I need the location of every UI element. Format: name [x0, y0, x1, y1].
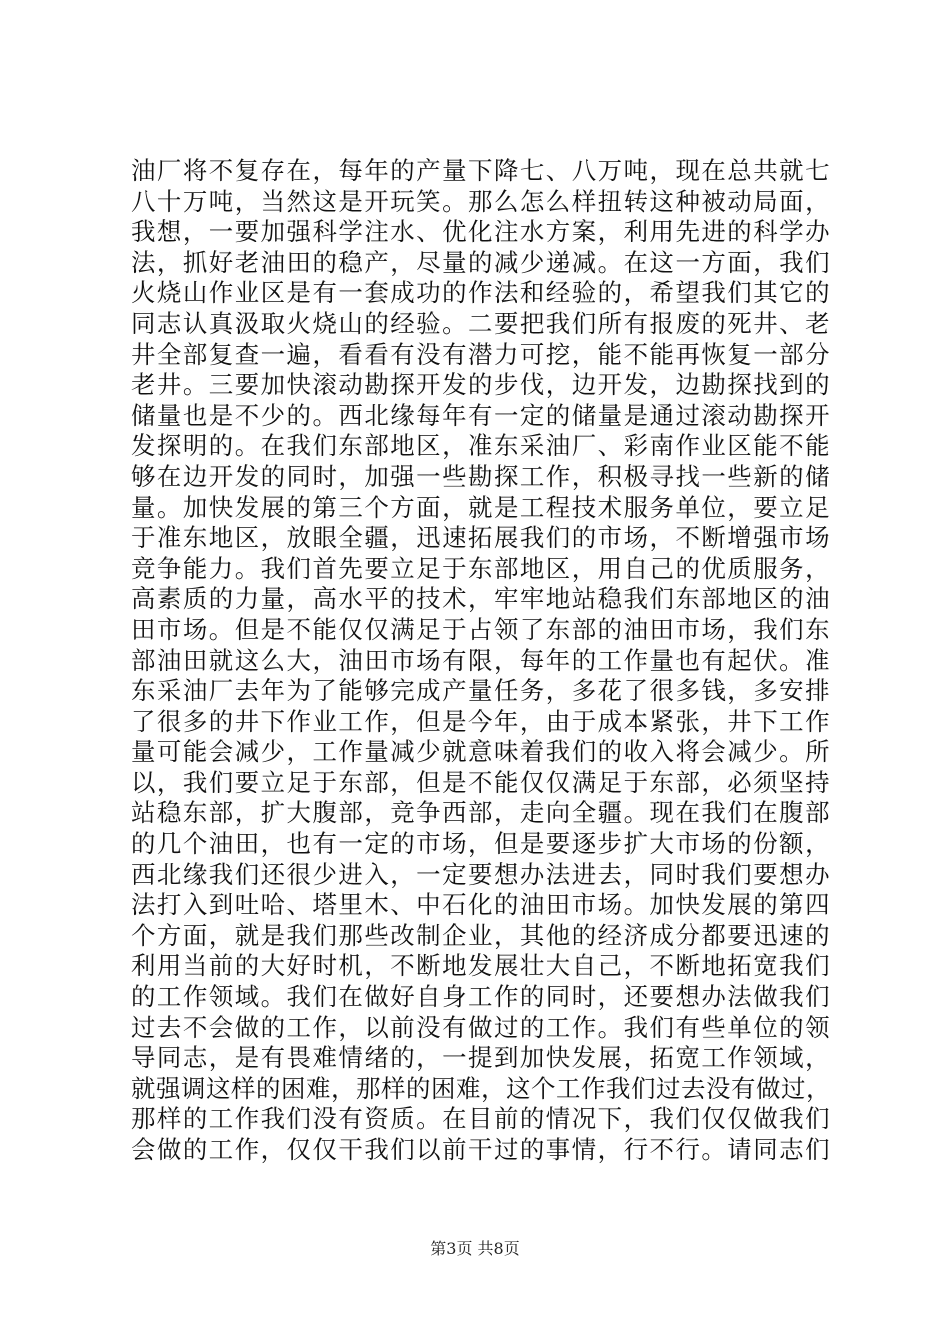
text-line: 导同志，是有畏难情绪的，一提到加快发展，拓宽工作领域， — [131, 1043, 831, 1073]
text-line: 量可能会减少，工作量减少就意味着我们的收入将会减少。所 — [131, 737, 831, 767]
text-line: 八十万吨，当然这是开玩笑。那么怎么样扭转这种被动局面， — [131, 186, 831, 216]
text-line: 东采油厂去年为了能够完成产量任务，多花了很多钱，多安排 — [131, 676, 831, 706]
text-line: 会做的工作，仅仅干我们以前干过的事情，行不行。请同志们 — [131, 1135, 831, 1164]
text-line: 个方面，就是我们那些改制企业，其他的经济成分都要迅速的 — [131, 920, 831, 950]
text-line: 量。加快发展的第三个方面，就是工程技术服务单位，要立足 — [131, 492, 831, 522]
text-line: 过去不会做的工作，以前没有做过的工作。我们有些单位的领 — [131, 1012, 831, 1042]
text-line: 老井。三要加快滚动勘探开发的步伐，边开发，边勘探找到的 — [131, 370, 831, 400]
text-line: 井全部复查一遍，看看有没有潜力可挖，能不能再恢复一部分 — [131, 339, 831, 369]
text-line: 同志认真汲取火烧山的经验。二要把我们所有报废的死井、老 — [131, 308, 831, 338]
text-line: 火烧山作业区是有一套成功的作法和经验的，希望我们其它的 — [131, 278, 831, 308]
text-line: 的工作领域。我们在做好自身工作的同时，还要想办法做我们 — [131, 982, 831, 1012]
text-line: 利用当前的大好时机，不断地发展壮大自己，不断地拓宽我们 — [131, 951, 831, 981]
text-line: 高素质的力量，高水平的技术，牢牢地站稳我们东部地区的油 — [131, 584, 831, 614]
text-line: 够在边开发的同时，加强一些勘探工作，积极寻找一些新的储 — [131, 461, 831, 491]
text-line: 就强调这样的困难，那样的困难，这个工作我们过去没有做过， — [131, 1073, 831, 1103]
text-line: 站稳东部，扩大腹部，竞争西部，走向全疆。现在我们在腹部 — [131, 798, 831, 828]
page-footer: 第3页 共8页 — [430, 1239, 520, 1258]
text-line: 了很多的井下作业工作，但是今年，由于成本紧张，井下工作 — [131, 706, 831, 736]
text-line: 法打入到吐哈、塔里木、中石化的油田市场。加快发展的第四 — [131, 890, 831, 920]
text-line: 竞争能力。我们首先要立足于东部地区，用自己的优质服务， — [131, 553, 831, 583]
body-paragraph — [131, 156, 831, 1166]
text-line: 储量也是不少的。西北缘每年有一定的储量是通过滚动勘探开 — [131, 400, 831, 430]
text-line: 部油田就这么大，油田市场有限，每年的工作量也有起伏。准 — [131, 645, 831, 675]
text-line: 田市场。但是不能仅仅满足于占领了东部的油田市场，我们东 — [131, 614, 831, 644]
text-line: 法，抓好老油田的稳产，尽量的减少递减。在这一方面，我们 — [131, 247, 831, 277]
text-line: 我想，一要加强科学注水、优化注水方案，利用先进的科学办 — [131, 217, 831, 247]
text-line: 以，我们要立足于东部，但是不能仅仅满足于东部，必须坚持 — [131, 767, 831, 797]
text-line: 的几个油田，也有一定的市场，但是要逐步扩大市场的份额， — [131, 829, 831, 859]
text-line: 西北缘我们还很少进入，一定要想办法进去，同时我们要想办 — [131, 859, 831, 889]
text-line: 于准东地区，放眼全疆，迅速拓展我们的市场，不断增强市场 — [131, 523, 831, 553]
text-line: 发探明的。在我们东部地区，准东采油厂、彩南作业区能不能 — [131, 431, 831, 461]
text-line: 油厂将不复存在，每年的产量下降七、八万吨，现在总共就七 — [131, 156, 831, 185]
text-line: 那样的工作我们没有资质。在目前的情况下，我们仅仅做我们 — [131, 1104, 831, 1134]
